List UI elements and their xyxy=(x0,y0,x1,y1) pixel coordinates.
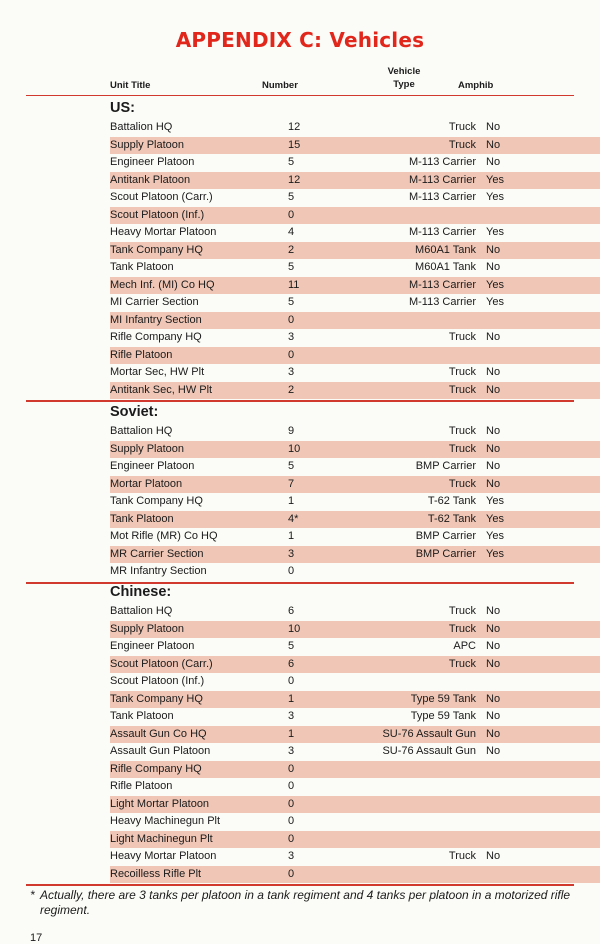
amphib-cell: No xyxy=(486,692,501,705)
number-cell: 5 xyxy=(288,460,295,472)
table-row xyxy=(110,382,600,400)
table-row xyxy=(110,796,600,814)
vehicle-type-cell: BMP Carrier xyxy=(415,530,476,542)
vehicle-type-cell: Type 59 Tank xyxy=(410,710,476,722)
number-cell: 3 xyxy=(288,850,295,862)
table-row xyxy=(110,207,600,225)
unit-title-cell: MI Infantry Section xyxy=(110,313,202,326)
unit-title-cell: Battalion HQ xyxy=(110,605,173,617)
footnote xyxy=(30,888,580,918)
table-row xyxy=(110,691,600,709)
unit-title-cell: Rifle Company HQ xyxy=(110,762,202,775)
unit-title-cell: Heavy Mortar Platoon xyxy=(110,850,217,862)
unit-title-cell: Rifle Platoon xyxy=(110,780,173,792)
vehicle-type-cell: Truck xyxy=(448,605,476,617)
unit-title-cell: Engineer Platoon xyxy=(110,460,195,472)
vehicle-type-cell: Truck xyxy=(448,477,476,490)
amphib-cell: Yes xyxy=(486,547,504,560)
number-cell: 5 xyxy=(288,261,295,273)
number-cell: 12 xyxy=(288,173,301,186)
header-number: Number xyxy=(262,80,298,91)
unit-title-cell: Engineer Platoon xyxy=(110,640,195,652)
amphib-cell: Yes xyxy=(486,173,504,186)
number-cell: 3 xyxy=(288,331,295,343)
table-row xyxy=(110,189,600,207)
table-row xyxy=(110,603,600,621)
unit-title-cell: Antitank Sec, HW Plt xyxy=(110,383,213,396)
section-rule xyxy=(26,400,574,402)
unit-title-cell: Mech Inf. (MI) Co HQ xyxy=(110,278,215,291)
vehicle-type-cell: M-113 Carrier xyxy=(408,156,476,168)
table-row xyxy=(110,259,600,277)
amphib-cell: No xyxy=(486,243,501,256)
amphib-cell: No xyxy=(486,727,501,740)
number-cell: 3 xyxy=(288,547,295,560)
number-cell: 6 xyxy=(288,657,295,670)
number-cell: 0 xyxy=(288,780,295,792)
unit-title-cell: Rifle Platoon xyxy=(110,348,173,361)
table-row xyxy=(110,493,600,511)
number-cell: 6 xyxy=(288,605,295,617)
number-cell: 5 xyxy=(288,296,295,308)
amphib-cell: No xyxy=(486,657,501,670)
table-row xyxy=(110,621,600,639)
unit-title-cell: Battalion HQ xyxy=(110,121,173,133)
table-row xyxy=(110,511,600,529)
amphib-cell: No xyxy=(486,156,501,168)
vehicle-type-cell: Truck xyxy=(448,657,476,670)
amphib-cell: No xyxy=(486,261,501,273)
table-row xyxy=(110,329,600,347)
number-cell: 4 xyxy=(288,226,295,238)
table-row xyxy=(110,761,600,779)
unit-title-cell: Assault Gun Co HQ xyxy=(110,727,207,740)
unit-title-cell: Light Mortar Platoon xyxy=(110,797,210,810)
number-cell: 0 xyxy=(288,797,295,810)
number-cell: 2 xyxy=(288,243,295,256)
table-row xyxy=(110,224,600,242)
vehicle-type-cell: Truck xyxy=(448,366,476,378)
number-cell: 15 xyxy=(288,138,301,151)
amphib-cell: No xyxy=(486,710,501,722)
vehicle-type-cell: APC xyxy=(453,640,476,652)
vehicle-type-cell: BMP Carrier xyxy=(415,547,476,560)
amphib-cell: Yes xyxy=(486,191,504,203)
number-cell: 5 xyxy=(288,640,295,652)
amphib-cell: Yes xyxy=(486,296,504,308)
vehicle-type-cell: Truck xyxy=(448,622,476,635)
table-row xyxy=(110,172,600,190)
unit-title-cell: Light Machinegun Plt xyxy=(110,832,213,845)
amphib-cell: No xyxy=(486,138,501,151)
vehicle-type-cell: Truck xyxy=(448,138,476,151)
unit-title-cell: Assault Gun Platoon xyxy=(110,745,211,757)
table-row xyxy=(110,673,600,691)
header-vehicle: Vehicle xyxy=(387,66,421,77)
vehicle-type-cell: M-113 Carrier xyxy=(408,173,476,186)
header-vehicle-type xyxy=(374,65,434,91)
page-title: APPENDIX C: Vehicles xyxy=(175,28,425,52)
table-row xyxy=(110,848,600,866)
unit-title-cell: Tank Platoon xyxy=(110,512,174,525)
unit-title-cell: Scout Platoon (Inf.) xyxy=(110,208,205,221)
amphib-cell: No xyxy=(486,442,501,455)
table-row xyxy=(110,813,600,831)
table-row xyxy=(110,546,600,564)
unit-title-cell: MI Carrier Section xyxy=(110,296,199,308)
header-amphib: Amphib xyxy=(458,80,494,91)
unit-title-cell: Tank Platoon xyxy=(110,710,174,722)
number-cell: 0 xyxy=(288,675,295,687)
unit-title-cell: Scout Platoon (Inf.) xyxy=(110,675,205,687)
unit-title-cell: Tank Company HQ xyxy=(110,495,203,507)
vehicle-type-cell: Truck xyxy=(448,331,476,343)
number-cell: 1 xyxy=(288,692,295,705)
unit-title-cell: Recoilless Rifle Plt xyxy=(110,867,202,880)
amphib-cell: Yes xyxy=(486,512,504,525)
vehicle-type-cell: M-113 Carrier xyxy=(408,226,476,238)
unit-title-cell: Heavy Machinegun Plt xyxy=(110,815,221,827)
amphib-cell: No xyxy=(486,425,501,437)
unit-title-cell: Supply Platoon xyxy=(110,138,184,151)
number-cell: 5 xyxy=(288,156,295,168)
vehicle-type-cell: T-62 Tank xyxy=(427,495,476,507)
unit-title-cell: Rifle Company HQ xyxy=(110,331,202,343)
vehicle-type-cell: Truck xyxy=(448,425,476,437)
number-cell: 2 xyxy=(288,383,295,396)
number-cell: 11 xyxy=(288,278,300,291)
number-cell: 9 xyxy=(288,425,295,437)
table-row xyxy=(110,528,600,546)
amphib-cell: No xyxy=(486,460,501,472)
number-cell: 0 xyxy=(288,762,295,775)
amphib-cell: No xyxy=(486,477,501,490)
vehicle-type-cell: M-113 Carrier xyxy=(408,191,476,203)
table-row xyxy=(110,476,600,494)
table-row xyxy=(110,743,600,761)
number-cell: 10 xyxy=(288,442,301,455)
vehicle-type-cell: M60A1 Tank xyxy=(415,243,476,256)
unit-title-cell: Scout Platoon (Carr.) xyxy=(110,657,213,670)
unit-title-cell: MR Infantry Section xyxy=(110,565,207,577)
unit-title-cell: Supply Platoon xyxy=(110,622,184,635)
vehicle-type-cell: Type 59 Tank xyxy=(410,692,476,705)
vehicle-type-cell: SU-76 Assault Gun xyxy=(382,727,476,740)
number-cell: 3 xyxy=(288,745,295,757)
unit-title-cell: Tank Company HQ xyxy=(110,243,203,256)
unit-title-cell: Tank Platoon xyxy=(110,261,174,273)
header-type: Type xyxy=(393,79,415,90)
amphib-cell: No xyxy=(486,850,501,862)
table-row xyxy=(110,277,600,295)
table-row xyxy=(110,137,600,155)
number-cell: 12 xyxy=(288,121,301,133)
section-rule xyxy=(26,582,574,584)
amphib-cell: Yes xyxy=(486,226,504,238)
unit-title-cell: Engineer Platoon xyxy=(110,156,195,168)
number-cell: 7 xyxy=(288,477,295,490)
section-title: Chinese: xyxy=(110,584,172,600)
number-cell: 10 xyxy=(288,622,301,635)
unit-title-cell: Antitank Platoon xyxy=(110,173,191,186)
section-title: US: xyxy=(110,100,135,116)
table-row xyxy=(110,656,600,674)
amphib-cell: No xyxy=(486,640,501,652)
unit-title-cell: Battalion HQ xyxy=(110,425,173,437)
table-row xyxy=(110,312,600,330)
unit-title-cell: Supply Platoon xyxy=(110,442,184,455)
number-cell: 5 xyxy=(288,191,295,203)
unit-title-cell: Scout Platoon (Carr.) xyxy=(110,191,213,203)
vehicle-type-cell: Truck xyxy=(448,383,476,396)
footnote-text: Actually, there are 3 tanks per platoon in a tank regiment and 4 tanks per platoon in a motorized rifle regiment. xyxy=(40,888,571,917)
table-row xyxy=(110,423,600,441)
table-row xyxy=(110,294,600,312)
number-cell: 0 xyxy=(288,565,295,577)
table-row xyxy=(110,778,600,796)
unit-title-cell: Heavy Mortar Platoon xyxy=(110,226,217,238)
vehicle-type-cell: Truck xyxy=(448,442,476,455)
number-cell: 4* xyxy=(288,512,299,525)
vehicle-type-cell: SU-76 Assault Gun xyxy=(382,745,476,757)
amphib-cell: No xyxy=(486,331,501,343)
table-row xyxy=(110,831,600,849)
amphib-cell: Yes xyxy=(486,495,504,507)
unit-title-cell: Mortar Sec, HW Plt xyxy=(110,366,205,378)
table-row xyxy=(110,441,600,459)
number-cell: 3 xyxy=(288,710,295,722)
table-row xyxy=(110,242,600,260)
table-row xyxy=(110,458,600,476)
section-rule xyxy=(26,884,574,886)
number-cell: 0 xyxy=(288,832,295,845)
table-row xyxy=(110,154,600,172)
number-cell: 1 xyxy=(288,495,295,507)
vehicle-type-cell: Truck xyxy=(448,850,476,862)
unit-title-cell: Mot Rifle (MR) Co HQ xyxy=(110,530,218,542)
page-number: 17 xyxy=(30,932,43,944)
table-row xyxy=(110,638,600,656)
amphib-cell: No xyxy=(486,622,501,635)
number-cell: 0 xyxy=(288,815,295,827)
vehicle-type-cell: M60A1 Tank xyxy=(415,261,476,273)
table-row xyxy=(110,726,600,744)
table-row xyxy=(110,119,600,137)
number-cell: 0 xyxy=(288,348,295,361)
amphib-cell: No xyxy=(486,745,501,757)
amphib-cell: No xyxy=(486,383,501,396)
section-title: Soviet: xyxy=(110,404,159,420)
vehicle-type-cell: M-113 Carrier xyxy=(408,296,476,308)
footnote-mark: * xyxy=(30,888,35,902)
number-cell: 0 xyxy=(288,313,295,326)
table-row xyxy=(110,364,600,382)
number-cell: 1 xyxy=(288,530,295,542)
number-cell: 3 xyxy=(288,366,295,378)
amphib-cell: No xyxy=(486,605,501,617)
vehicle-type-cell: T-62 Tank xyxy=(427,512,476,525)
amphib-cell: Yes xyxy=(486,278,504,291)
header-unit-title: Unit Title xyxy=(110,80,151,91)
amphib-cell: Yes xyxy=(486,530,504,542)
amphib-cell: No xyxy=(486,366,501,378)
vehicle-type-cell: M-113 Carrier xyxy=(408,278,476,291)
number-cell: 1 xyxy=(288,727,295,740)
number-cell: 0 xyxy=(288,208,295,221)
table-row xyxy=(110,866,600,884)
amphib-cell: No xyxy=(486,121,501,133)
table-row xyxy=(110,708,600,726)
unit-title-cell: Tank Company HQ xyxy=(110,692,203,705)
table-row xyxy=(110,347,600,365)
unit-title-cell: Mortar Platoon xyxy=(110,477,183,490)
vehicle-type-cell: BMP Carrier xyxy=(415,460,476,472)
vehicle-type-cell: Truck xyxy=(448,121,476,133)
number-cell: 0 xyxy=(288,867,295,880)
unit-title-cell: MR Carrier Section xyxy=(110,547,204,560)
header-rule xyxy=(26,95,574,96)
table-row xyxy=(110,563,600,581)
